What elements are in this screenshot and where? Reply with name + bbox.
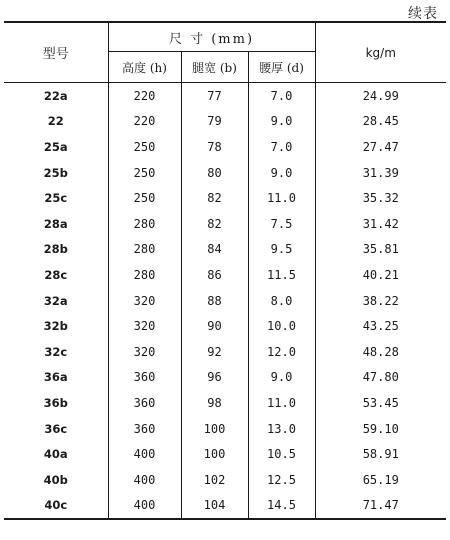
table-row — [4, 237, 446, 263]
cell-height: 220 — [108, 83, 181, 109]
cell-leg-width: 98 — [181, 390, 248, 416]
cell-model: 22 — [47, 114, 64, 129]
cell-height: 400 — [108, 493, 181, 520]
cell-unit-weight: 43.25 — [315, 313, 446, 339]
cell-leg-width: 96 — [181, 365, 248, 391]
cell-model: 32c — [44, 344, 68, 359]
cell-web-thickness: 11.0 — [248, 185, 315, 211]
cell-model: 28b — [43, 242, 68, 257]
cell-leg-width: 80 — [181, 160, 248, 186]
cell-leg-width: 100 — [181, 416, 248, 442]
cell-leg-width: 84 — [181, 237, 248, 263]
cell-height: 250 — [108, 160, 181, 186]
cell-web-thickness: 9.0 — [248, 109, 315, 135]
table-row — [4, 313, 446, 339]
cell-unit-weight: 47.80 — [315, 365, 446, 391]
cell-height: 250 — [108, 185, 181, 211]
cell-unit-weight: 35.32 — [315, 185, 446, 211]
cell-leg-width: 79 — [181, 109, 248, 135]
cell-web-thickness: 8.0 — [248, 288, 315, 314]
table-row — [4, 416, 446, 442]
cell-height: 280 — [108, 262, 181, 288]
cell-model: 28a — [43, 216, 68, 231]
cell-leg-width: 92 — [181, 339, 248, 365]
cell-web-thickness: 7.0 — [248, 83, 315, 109]
cell-web-thickness: 9.0 — [248, 365, 315, 391]
cell-unit-weight: 38.22 — [315, 288, 446, 314]
cell-leg-width: 86 — [181, 262, 248, 288]
cell-web-thickness: 11.0 — [248, 390, 315, 416]
cell-leg-width: 78 — [181, 134, 248, 160]
cell-height: 280 — [108, 237, 181, 263]
cell-unit-weight: 48.28 — [315, 339, 446, 365]
cell-unit-weight: 40.21 — [315, 262, 446, 288]
table-row — [4, 365, 446, 391]
table-row — [4, 339, 446, 365]
table-row — [4, 262, 446, 288]
table-row — [4, 83, 446, 109]
table-body — [4, 83, 446, 520]
cell-web-thickness: 13.0 — [248, 416, 315, 442]
cell-unit-weight: 58.91 — [315, 441, 446, 467]
cell-unit-weight: 35.81 — [315, 237, 446, 263]
cell-model: 22a — [43, 88, 68, 103]
header-web-thickness: 腰厚 (d) — [248, 52, 315, 83]
table-caption: 续表 — [408, 6, 438, 22]
cell-leg-width: 77 — [181, 83, 248, 109]
header-height: 高度 (h) — [108, 52, 181, 83]
cell-unit-weight: 71.47 — [315, 493, 446, 520]
cell-web-thickness: 9.5 — [248, 237, 315, 263]
cell-leg-width: 82 — [181, 211, 248, 237]
cell-web-thickness: 9.0 — [248, 160, 315, 186]
cell-height: 360 — [108, 365, 181, 391]
cell-web-thickness: 14.5 — [248, 493, 315, 520]
cell-web-thickness: 7.5 — [248, 211, 315, 237]
cell-leg-width: 82 — [181, 185, 248, 211]
cell-height: 320 — [108, 339, 181, 365]
table-row — [4, 493, 446, 520]
cell-unit-weight: 65.19 — [315, 467, 446, 493]
table-row — [4, 390, 446, 416]
cell-web-thickness: 12.5 — [248, 467, 315, 493]
cell-unit-weight: 31.39 — [315, 160, 446, 186]
cell-web-thickness: 12.0 — [248, 339, 315, 365]
cell-unit-weight: 53.45 — [315, 390, 446, 416]
cell-model: 36b — [43, 395, 68, 410]
cell-height: 360 — [108, 390, 181, 416]
cell-unit-weight: 31.42 — [315, 211, 446, 237]
cell-height: 320 — [108, 288, 181, 314]
cell-web-thickness: 7.0 — [248, 134, 315, 160]
cell-height: 280 — [108, 211, 181, 237]
cell-model: 25a — [43, 139, 68, 154]
header-unit-weight: kg/m — [315, 22, 446, 83]
cell-leg-width: 88 — [181, 288, 248, 314]
table-row — [4, 211, 446, 237]
table-row — [4, 185, 446, 211]
cell-model: 36c — [44, 421, 68, 436]
channel-steel-table — [4, 21, 446, 520]
cell-model: 32a — [43, 293, 68, 308]
table-row — [4, 160, 446, 186]
cell-leg-width: 102 — [181, 467, 248, 493]
cell-leg-width: 104 — [181, 493, 248, 520]
cell-leg-width: 90 — [181, 313, 248, 339]
cell-model: 25b — [43, 165, 68, 180]
cell-model: 32b — [43, 319, 68, 334]
cell-height: 400 — [108, 467, 181, 493]
cell-height: 360 — [108, 416, 181, 442]
table-row — [4, 288, 446, 314]
table-row — [4, 467, 446, 493]
cell-model: 36a — [43, 370, 68, 385]
table-row — [4, 441, 446, 467]
cell-height: 320 — [108, 313, 181, 339]
cell-height: 400 — [108, 441, 181, 467]
cell-unit-weight: 24.99 — [315, 83, 446, 109]
cell-height: 250 — [108, 134, 181, 160]
cell-web-thickness: 10.0 — [248, 313, 315, 339]
header-leg-width: 腿宽 (b) — [181, 52, 248, 83]
cell-model: 25c — [44, 191, 68, 206]
cell-web-thickness: 10.5 — [248, 441, 315, 467]
table-row — [4, 109, 446, 135]
table-row — [4, 134, 446, 160]
cell-unit-weight: 28.45 — [315, 109, 446, 135]
cell-web-thickness: 11.5 — [248, 262, 315, 288]
cell-model: 40c — [4, 493, 108, 520]
cell-height: 220 — [108, 109, 181, 135]
cell-unit-weight: 27.47 — [315, 134, 446, 160]
cell-model: 40a — [43, 447, 68, 462]
header-model: 型号 — [4, 22, 108, 83]
cell-model: 40b — [43, 472, 68, 487]
cell-leg-width: 100 — [181, 441, 248, 467]
header-dimension-group: 尺 寸 (mm) — [108, 22, 315, 52]
cell-model: 28c — [44, 267, 68, 282]
cell-unit-weight: 59.10 — [315, 416, 446, 442]
